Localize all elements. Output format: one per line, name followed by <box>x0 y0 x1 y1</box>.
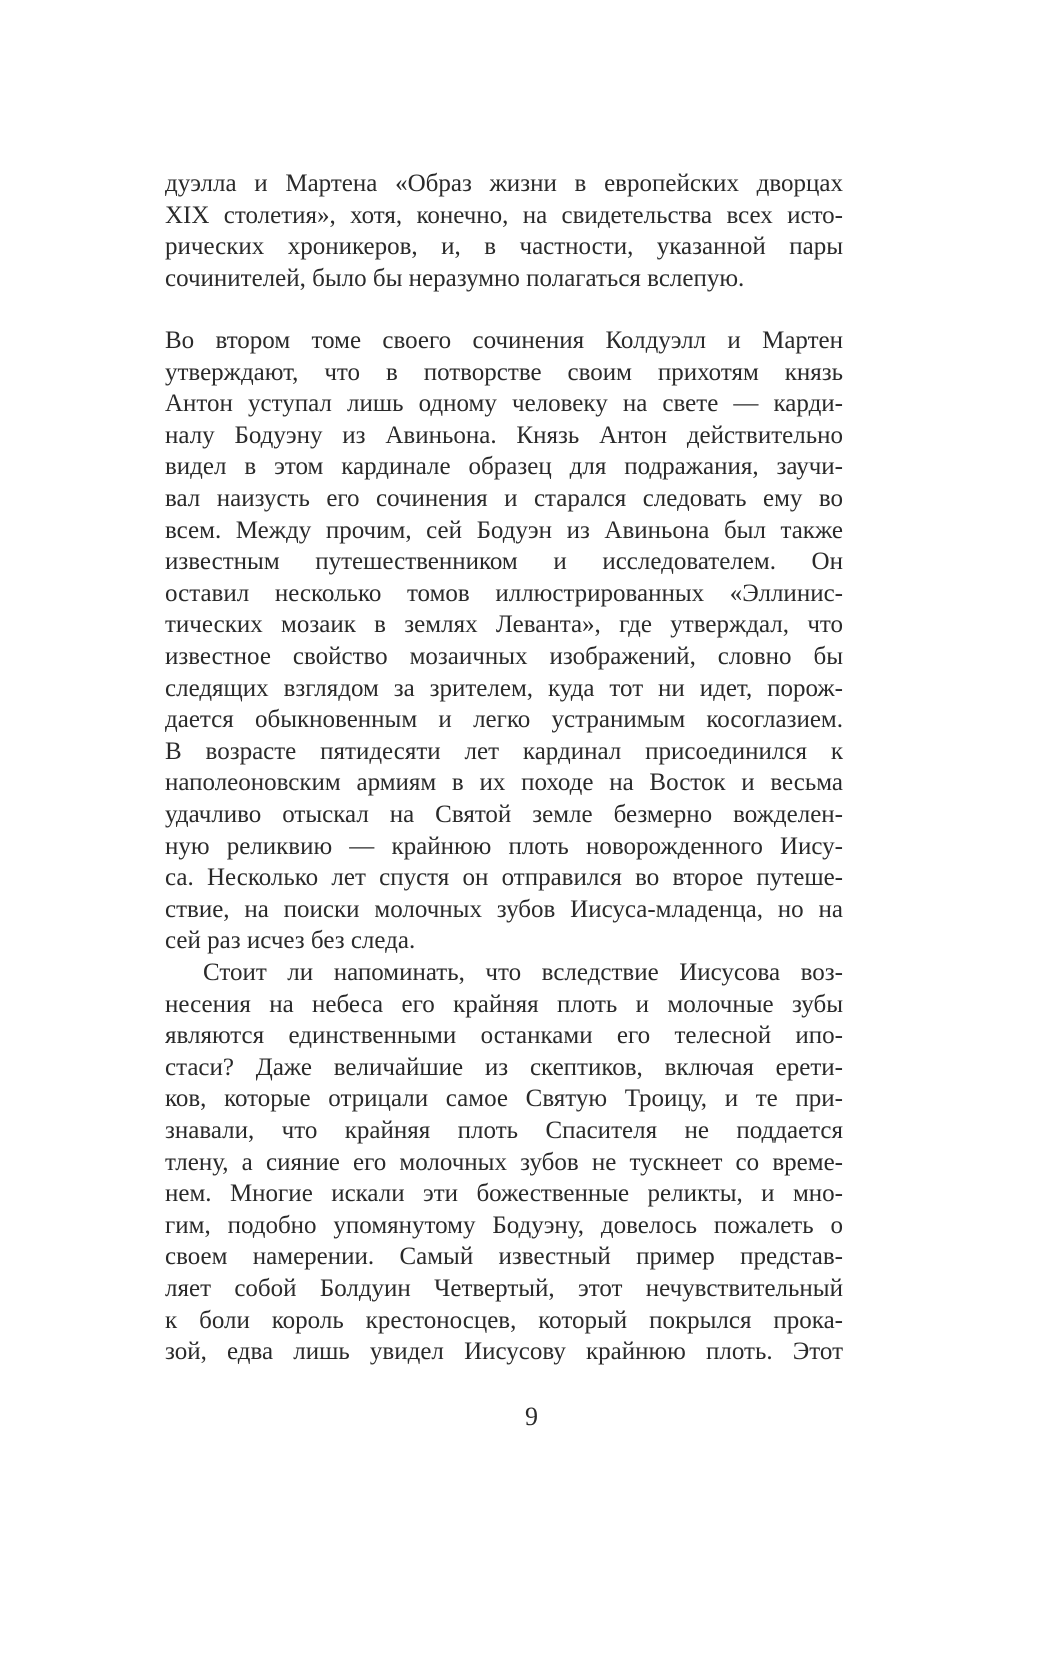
text-line: Во втором томе своего сочинения Колдуэлл и Мартен <box>165 327 843 354</box>
text-line: сей раз исчез без следа. <box>165 927 416 955</box>
text-line: XIX столетия», хотя, конечно, на свидетельства всех исто- <box>165 201 843 229</box>
text-line: оставил несколько томов иллюстрированных «Эллинис- <box>165 579 843 607</box>
text-line: гим, подобно упомянутому Бодуэну, довелось пожалеть о <box>165 1211 843 1239</box>
text-line: следящих взглядом за зрителем, куда тот ни идет, порож- <box>165 674 843 702</box>
text-line: знавали, что крайняя плоть Спасителя не поддается <box>165 1116 843 1144</box>
text-line: являются единственными останками его телесной ипо- <box>165 1022 843 1050</box>
text-line: видел в этом кардинале образец для подражания, заучи- <box>165 453 843 481</box>
page-number: 9 <box>525 1402 538 1431</box>
text-line: ков, которые отрицали самое Святую Троицу, и те при- <box>165 1085 843 1113</box>
text-line: удачливо отыскал на Святой земле безмерно вожделен- <box>165 800 843 828</box>
text-line: наполеоновским армиям в их походе на Восток и весьма <box>165 769 843 797</box>
text-line: стаси? Даже величайшие из скептиков, включая ерети- <box>165 1053 843 1081</box>
text-line: налу Бодуэну из Авиньона. Князь Антон действительно <box>165 421 843 449</box>
paragraph-3 <box>165 957 843 1368</box>
text-line: дается обыкновенным и легко устранимым косоглазием. <box>165 706 843 734</box>
text-line: ную реликвию — крайнюю плоть новорожденного Иису- <box>165 832 843 860</box>
text-line: известным путешественником и исследователем. Он <box>165 548 843 576</box>
text-line: утверждают, что в потворстве своим прихотям князь <box>165 358 843 386</box>
text-line: известное свойство мозаичных изображений, словно бы <box>165 642 843 670</box>
text-line: своем намерении. Самый известный пример представ- <box>165 1243 843 1271</box>
text-line: сочинителей, было бы неразумно полагаться вслепую. <box>165 264 745 292</box>
text-line: ляет собой Болдуин Четвертый, этот нечувствительный <box>165 1274 843 1302</box>
text-line: тлену, а сияние его молочных зубов не тускнеет со време- <box>165 1148 843 1176</box>
paragraph-2 <box>165 325 843 957</box>
text-line: вал наизусть его сочинения и старался следовать ему во <box>165 484 843 512</box>
text-line: В возрасте пятидесяти лет кардинал присоединился к <box>165 737 843 765</box>
text-line: са. Несколько лет спустя он отправился во второе путеше- <box>165 864 843 892</box>
paragraph-1 <box>165 168 843 294</box>
text-line: Антон уступал лишь одному человеку на свете — карди- <box>165 390 843 418</box>
text-line: тических мозаик в землях Леванта», где утверждал, что <box>165 611 843 639</box>
text-line: дуэлла и Мартена «Образ жизни в европейских дворцах <box>165 170 843 197</box>
text-line: несения на небеса его крайняя плоть и молочные зубы <box>165 990 843 1018</box>
text-line: к боли король крестоносцев, который покрылся прока- <box>165 1306 843 1334</box>
text-line: ствие, на поиски молочных зубов Иисуса-младенца, но на <box>165 895 843 923</box>
text-line: нем. Многие искали эти божественные реликты, и мно- <box>165 1180 843 1208</box>
text-line: рических хроникеров, и, в частности, указанной пары <box>165 233 843 261</box>
text-line: Стоит ли напоминать, что вследствие Иисусова воз- <box>203 959 843 986</box>
text-line: всем. Между прочим, сей Бодуэн из Авиньона был также <box>165 516 843 544</box>
text-line: зой, едва лишь увидел Иисусову крайнюю плоть. Этот <box>165 1338 843 1366</box>
